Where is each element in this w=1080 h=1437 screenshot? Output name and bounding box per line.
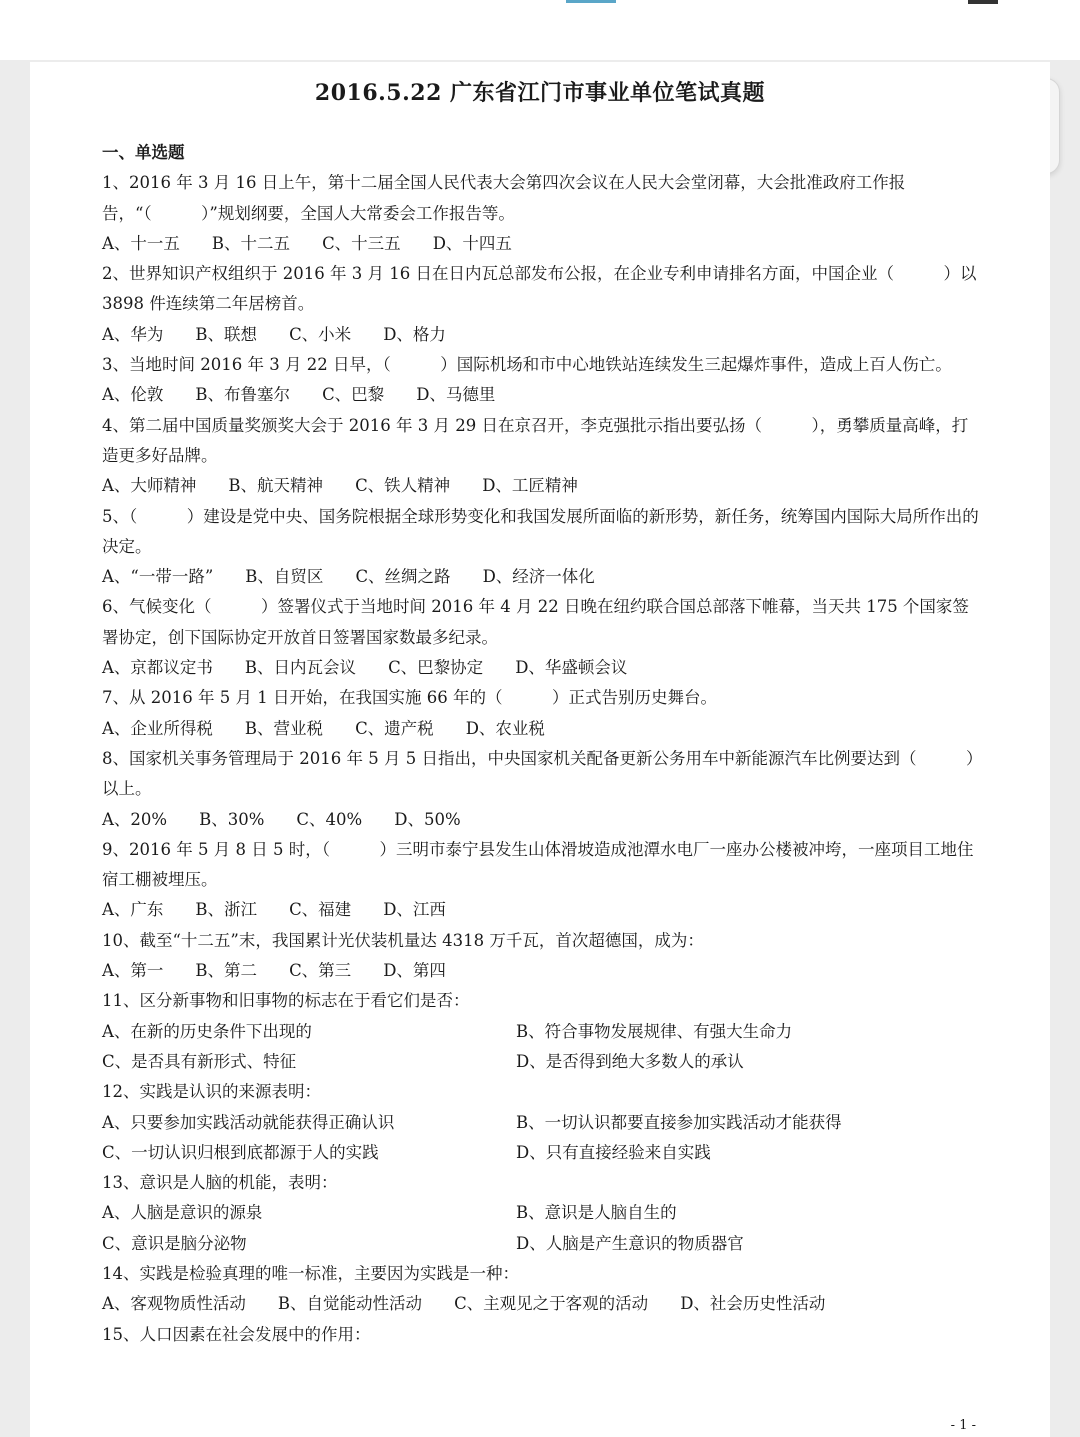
question-options [102,895,982,925]
option: B、意识是人脑自生的 [516,1203,677,1223]
question-options [102,562,982,592]
option: B、符合事物发展规律、有强大生命力 [516,1021,793,1041]
question-text: 3、当地时间 2016 年 3 月 22 日早，（ ）国际机场和市中心地铁站连续发生三起爆炸事件，造成上百人伤亡。 [102,355,952,375]
option: B、联想 [195,324,258,344]
question-text: 4、第二届中国质量奖颁奖大会于 2016 年 3 月 29 日在京召开，李克强批示指出要弘扬（ ），勇攀质量高峰，打造更多好品牌。 [102,415,969,465]
question [102,259,982,350]
option: B、日内瓦会议 [244,658,357,678]
option: C、巴黎协定 [388,658,484,678]
question [102,986,982,1077]
question-options [102,956,982,986]
option: D、农业税 [465,718,545,738]
question [102,411,982,502]
question-text: 1、2016 年 3 月 16 日上午，第十二届全国人民代表大会第四次会议在人民大会堂闭幕，大会批准政府工作报告，“（ ）”规划纲要，全国人大常委会工作报告等。 [102,173,906,223]
question-options [102,1108,982,1169]
option: C、一切认识归根到底都源于人的实践 [102,1142,379,1162]
question-options [102,1198,982,1259]
option: D、十四五 [432,233,512,253]
option: D、是否得到绝大多数人的承认 [516,1051,744,1071]
option: D、50% [394,809,461,829]
question [102,1168,982,1259]
option: A、只要参加实践活动就能获得正确认识 [102,1112,395,1132]
option: C、巴黎 [322,385,385,405]
question-options [102,380,982,410]
option: A、十一五 [102,233,180,253]
option: D、江西 [383,900,446,920]
page-title: 2016.5.22 广东省江门市事业单位笔试真题 [314,80,766,106]
option: C、福建 [289,900,352,920]
question-options [102,653,982,683]
option: B、布鲁塞尔 [195,385,291,405]
option: A、企业所得税 [102,718,213,738]
option: A、20% [102,809,168,829]
question [102,835,982,926]
question [102,926,982,987]
page-number: - 1 - [950,1418,976,1433]
option: B、一切认识都要直接参加实践活动才能获得 [516,1112,842,1132]
question [102,502,982,593]
question-text: 12、实践是认识的来源表明： [102,1082,321,1102]
option: C、遗产税 [355,718,434,738]
question-text: 15、人口因素在社会发展中的作用： [102,1324,371,1344]
option: B、第二 [195,961,258,981]
question-text: 14、实践是检验真理的唯一标准，主要因为实践是一种： [102,1263,519,1283]
option: A、华为 [102,324,164,344]
question-options [102,805,982,835]
question-text: 6、气候变化（ ）签署仪式于当地时间 2016 年 4 月 22 日晚在纽约联合国总部落下帷幕，当天共 175 个国家签署协定，创下国际协定开放首日签署国家数最多纪录。 [102,597,969,647]
option: B、自贸区 [245,567,324,587]
option: A、客观物质性活动 [102,1294,246,1314]
option: D、华盛顿会议 [515,658,628,678]
option: C、是否具有新形式、特征 [102,1051,297,1071]
option: D、只有直接经验来自实践 [516,1142,711,1162]
option: A、伦敦 [102,385,164,405]
question [102,592,982,683]
question-options [102,1289,982,1319]
option: A、大师精神 [102,476,197,496]
question-text: 13、意识是人脑的机能，表明： [102,1173,338,1193]
document-content [102,138,982,1350]
option: C、小米 [289,324,352,344]
option: C、十三五 [322,233,401,253]
option: D、马德里 [416,385,496,405]
option: A、第一 [102,961,164,981]
option: B、十二五 [211,233,291,253]
question [102,683,982,744]
question [102,350,982,411]
option: C、铁人精神 [355,476,451,496]
question-text: 7、从 2016 年 5 月 1 日开始，在我国实施 66 年的（ ）正式告别历史舞台。 [102,688,717,708]
question-text: 10、截至“十二五”末，我国累计光伏装机量达 4318 万千瓦，首次超德国，成为： [102,930,704,950]
option: B、自觉能动性活动 [277,1294,423,1314]
option: C、丝绸之路 [355,567,451,587]
question-options [102,320,982,350]
option: D、工匠精神 [482,476,578,496]
question [102,744,982,835]
option: D、第四 [383,961,446,981]
question-options [102,1017,982,1078]
question-options [102,471,982,501]
question-options [102,229,982,259]
question-text: 5、（ ）建设是党中央、国务院根据全球形势变化和我国发展所面临的新形势，新任务，统筹国内国际大局所作出的决定。 [102,506,979,556]
option: D、社会历史性活动 [680,1294,826,1314]
question [102,1320,982,1350]
option: A、“一带一路” [102,567,214,587]
top-bar [0,0,1080,60]
option: C、意识是脑分泌物 [102,1233,247,1253]
question [102,1077,982,1168]
question-text: 9、2016 年 5 月 8 日 5 时，（ ）三明市泰宁县发生山体滑坡造成池潭水电厂一座办公楼被冲垮，一座项目工地住宿工棚被埋压。 [102,839,974,890]
question-text: 2、世界知识产权组织于 2016 年 3 月 16 日在日内瓦总部发布公报，在企业专利申请排名方面，中国企业（ ）以 3898 件连续第二年居榜首。 [102,264,977,314]
option: C、40% [296,809,363,829]
question-text: 11、区分新事物和旧事物的标志在于看它们是否： [102,991,470,1011]
option: A、在新的历史条件下出现的 [102,1021,312,1041]
option: A、京都议定书 [102,658,213,678]
option: D、格力 [383,324,446,344]
corner-mark [968,0,998,4]
option: C、第三 [289,961,352,981]
section-heading: 一、单选题 [102,143,185,162]
option: B、航天精神 [228,476,324,496]
option: B、30% [199,809,265,829]
question [102,1259,982,1320]
question-options [102,714,982,744]
option: C、主观见之于客观的活动 [454,1294,649,1314]
question [102,168,982,259]
option: D、人脑是产生意识的物质器官 [516,1233,744,1253]
document-page [30,62,1050,1437]
option: B、营业税 [244,718,324,738]
option: A、人脑是意识的源泉 [102,1203,263,1223]
option: A、广东 [102,900,164,920]
option: D、经济一体化 [482,567,595,587]
question-text: 8、国家机关事务管理局于 2016 年 5 月 5 日指出，中央国家机关配备更新公务用车中新能源汽车比例要达到（ ）以上。 [102,748,975,799]
option: B、浙江 [195,900,258,920]
tab-indicator [566,0,616,3]
